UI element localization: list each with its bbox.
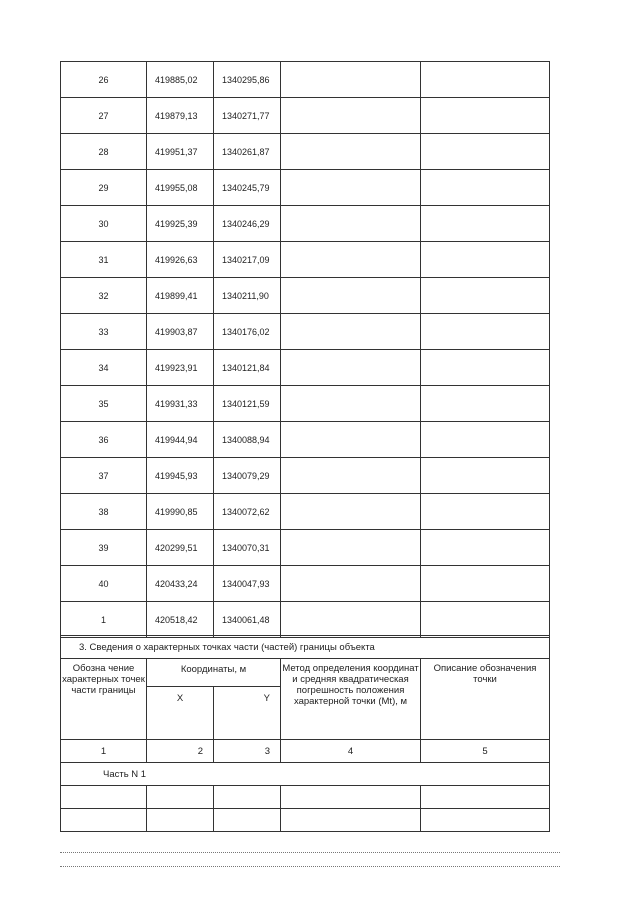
method-cell <box>281 386 421 422</box>
y-coordinate: 1340061,48 <box>214 602 281 638</box>
empty-cell <box>214 786 281 809</box>
empty-cell <box>281 809 421 832</box>
point-number: 27 <box>61 98 147 134</box>
empty-cell <box>147 786 214 809</box>
empty-cell <box>61 786 147 809</box>
coordinate-row <box>61 530 550 566</box>
description-cell <box>421 206 550 242</box>
y-coordinate: 1340295,86 <box>214 62 281 98</box>
method-cell <box>281 206 421 242</box>
method-cell <box>281 134 421 170</box>
description-cell <box>421 386 550 422</box>
coordinate-row <box>61 242 550 278</box>
coordinate-row <box>61 206 550 242</box>
y-coordinate: 1340211,90 <box>214 278 281 314</box>
coordinate-row <box>61 98 550 134</box>
x-coordinate: 419926,63 <box>147 242 214 278</box>
x-coordinate: 419885,02 <box>147 62 214 98</box>
coordinate-row <box>61 314 550 350</box>
coordinates-table <box>60 61 550 638</box>
point-number: 29 <box>61 170 147 206</box>
y-coordinate: 1340088,94 <box>214 422 281 458</box>
point-number: 31 <box>61 242 147 278</box>
description-cell <box>421 134 550 170</box>
part-label: Часть N 1 <box>61 763 550 786</box>
point-number: 36 <box>61 422 147 458</box>
method-cell <box>281 278 421 314</box>
y-coordinate: 1340047,93 <box>214 566 281 602</box>
empty-row <box>61 786 550 809</box>
y-coordinate: 1340261,87 <box>214 134 281 170</box>
coordinate-row <box>61 62 550 98</box>
column-number: 1 <box>61 740 147 763</box>
part-points-table <box>60 635 550 832</box>
x-coordinate: 420518,42 <box>147 602 214 638</box>
y-coordinate: 1340121,59 <box>214 386 281 422</box>
method-cell <box>281 530 421 566</box>
dotted-separator <box>60 852 560 853</box>
description-cell <box>421 278 550 314</box>
y-coordinate: 1340176,02 <box>214 314 281 350</box>
point-number: 30 <box>61 206 147 242</box>
method-cell <box>281 602 421 638</box>
x-coordinate: 419923,91 <box>147 350 214 386</box>
coordinate-row <box>61 134 550 170</box>
description-cell <box>421 98 550 134</box>
description-cell <box>421 422 550 458</box>
coordinate-row <box>61 170 550 206</box>
point-number: 33 <box>61 314 147 350</box>
method-cell <box>281 98 421 134</box>
empty-cell <box>147 809 214 832</box>
y-coordinate: 1340072,62 <box>214 494 281 530</box>
description-cell <box>421 314 550 350</box>
description-cell <box>421 530 550 566</box>
empty-cell <box>61 809 147 832</box>
x-coordinate: 419931,33 <box>147 386 214 422</box>
coordinate-row <box>61 458 550 494</box>
x-coordinate: 419925,39 <box>147 206 214 242</box>
dotted-separator <box>60 866 560 867</box>
point-number: 26 <box>61 62 147 98</box>
point-number: 35 <box>61 386 147 422</box>
method-cell <box>281 62 421 98</box>
method-cell <box>281 170 421 206</box>
coordinate-row <box>61 278 550 314</box>
column-number: 3 <box>214 740 281 763</box>
coordinate-row <box>61 350 550 386</box>
empty-row <box>61 809 550 832</box>
column-number: 5 <box>421 740 550 763</box>
point-number: 34 <box>61 350 147 386</box>
empty-cell <box>214 809 281 832</box>
y-coordinate: 1340217,09 <box>214 242 281 278</box>
column-number: 4 <box>281 740 421 763</box>
point-number: 1 <box>61 602 147 638</box>
method-cell <box>281 566 421 602</box>
y-coordinate: 1340070,31 <box>214 530 281 566</box>
method-cell <box>281 242 421 278</box>
description-cell <box>421 458 550 494</box>
column-number-row <box>61 740 550 763</box>
method-cell <box>281 422 421 458</box>
y-coordinate: 1340079,29 <box>214 458 281 494</box>
header-y: Y <box>214 687 281 740</box>
x-coordinate: 419955,08 <box>147 170 214 206</box>
y-coordinate: 1340246,29 <box>214 206 281 242</box>
header-description: Описание обозначения точки <box>421 659 550 740</box>
empty-cell <box>281 786 421 809</box>
point-number: 38 <box>61 494 147 530</box>
y-coordinate: 1340271,77 <box>214 98 281 134</box>
point-number: 28 <box>61 134 147 170</box>
x-coordinate: 419945,93 <box>147 458 214 494</box>
description-cell <box>421 170 550 206</box>
description-cell <box>421 350 550 386</box>
coordinate-row <box>61 566 550 602</box>
method-cell <box>281 314 421 350</box>
description-cell <box>421 62 550 98</box>
x-coordinate: 420433,24 <box>147 566 214 602</box>
x-coordinate: 419990,85 <box>147 494 214 530</box>
header-method: Метод определения координат и средняя квадратическая погрешность положения характерной точки (Mt), м <box>281 659 421 740</box>
column-number: 2 <box>147 740 214 763</box>
point-number: 32 <box>61 278 147 314</box>
section-title: 3. Сведения о характерных точках части (частей) границы объекта <box>61 636 550 659</box>
coordinate-row <box>61 386 550 422</box>
empty-cell <box>421 786 550 809</box>
header-x: X <box>147 687 214 740</box>
x-coordinate: 420299,51 <box>147 530 214 566</box>
x-coordinate: 419903,87 <box>147 314 214 350</box>
point-number: 37 <box>61 458 147 494</box>
coordinate-row <box>61 602 550 638</box>
x-coordinate: 419951,37 <box>147 134 214 170</box>
point-number: 40 <box>61 566 147 602</box>
description-cell <box>421 494 550 530</box>
empty-cell <box>421 809 550 832</box>
description-cell <box>421 566 550 602</box>
method-cell <box>281 458 421 494</box>
method-cell <box>281 494 421 530</box>
x-coordinate: 419879,13 <box>147 98 214 134</box>
x-coordinate: 419899,41 <box>147 278 214 314</box>
header-coordinates: Координаты, м <box>147 659 281 687</box>
point-number: 39 <box>61 530 147 566</box>
method-cell <box>281 350 421 386</box>
y-coordinate: 1340121,84 <box>214 350 281 386</box>
description-cell <box>421 602 550 638</box>
x-coordinate: 419944,94 <box>147 422 214 458</box>
y-coordinate: 1340245,79 <box>214 170 281 206</box>
coordinate-row <box>61 422 550 458</box>
coordinate-row <box>61 494 550 530</box>
description-cell <box>421 242 550 278</box>
header-point-designation: Обозна чение характерных точек части границы <box>61 659 147 740</box>
